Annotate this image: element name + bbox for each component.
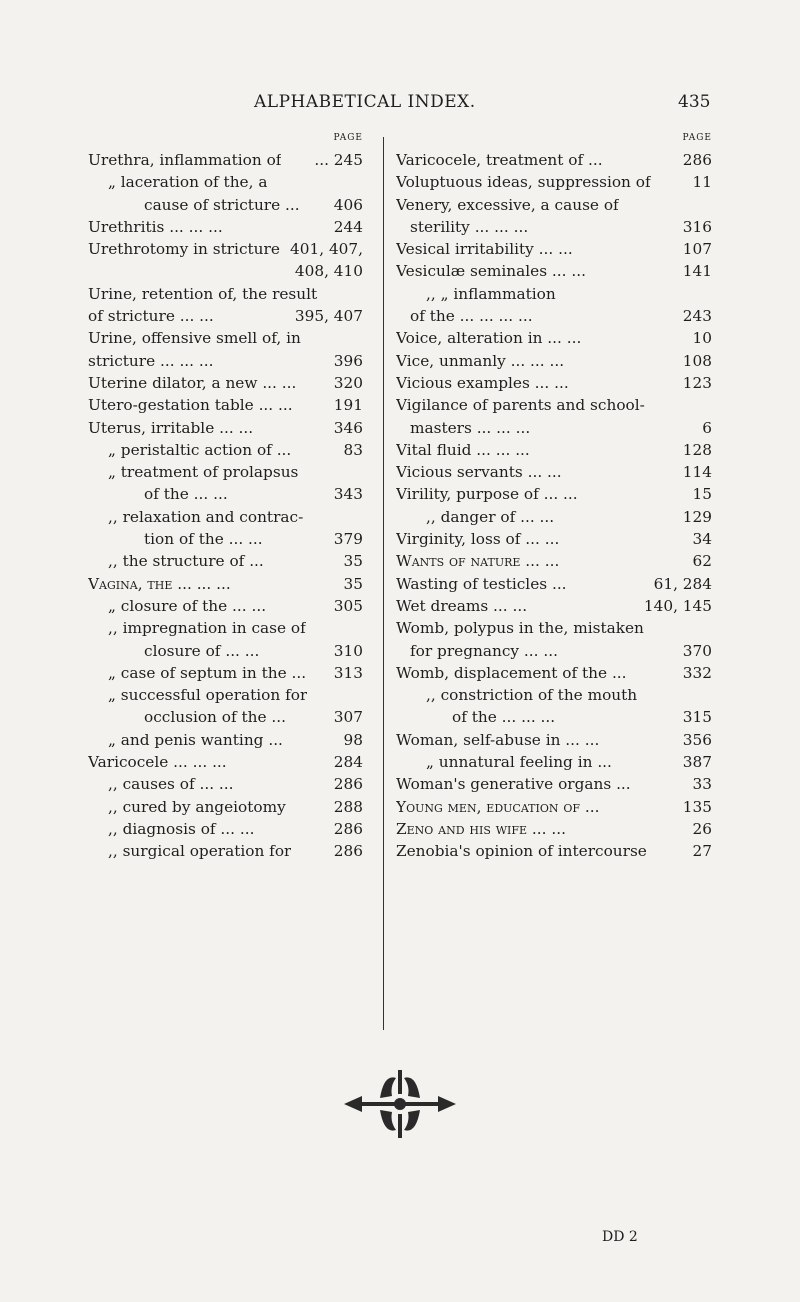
index-entry-page: 310: [333, 641, 363, 660]
index-entry: [396, 840, 712, 862]
index-entry-page: 107: [682, 240, 712, 259]
index-entry: [396, 461, 712, 483]
index-entry: [396, 238, 712, 260]
index-entry: [88, 684, 363, 706]
index-entry: [88, 796, 363, 818]
index-entry-text: ,, cured by angeiotomy: [108, 797, 286, 816]
index-entry: [396, 818, 712, 840]
index-entry-page: 315: [682, 708, 712, 727]
index-entry-text: „ peristaltic action of ...: [108, 440, 292, 459]
index-entry-text: ,, surgical operation for: [108, 842, 292, 861]
index-entry-text: of the ... ... ... ...: [410, 307, 533, 326]
index-entry: [88, 706, 363, 728]
index-entry-page: 11: [692, 173, 712, 192]
index-entry: [88, 238, 363, 260]
page-column-heading: PAGE: [682, 133, 712, 143]
index-entry-page: 83: [343, 440, 363, 459]
index-entry: [396, 773, 712, 795]
index-entry: [396, 439, 712, 461]
index-list-right: [396, 149, 712, 863]
index-entry-text: Vigilance of parents and school-: [396, 396, 645, 415]
index-entry-page: 284: [333, 753, 363, 772]
index-entry-page: 27: [692, 842, 712, 861]
index-entry-text: Vital fluid ... ... ...: [396, 440, 530, 459]
index-entry: [396, 372, 712, 394]
index-entry: [396, 751, 712, 773]
index-entry-text: „ treatment of prolapsus: [108, 463, 299, 482]
index-entry-text: of the ... ...: [144, 485, 228, 504]
index-entry-text: „ unnatural feeling in ...: [426, 753, 612, 772]
index-entry: [88, 840, 363, 862]
index-entry: [396, 617, 712, 639]
index-entry-text: Utero-gestation table ... ...: [88, 396, 293, 415]
index-entry-text: Vicious servants ... ...: [396, 463, 562, 482]
index-entry-page: 401, 407,: [290, 240, 363, 259]
index-entry-text: Womb, displacement of the ...: [396, 663, 627, 682]
index-entry: [396, 305, 712, 327]
index-entry-page: [357, 327, 363, 349]
index-entry-page: 307: [333, 708, 363, 727]
index-entry-text: Zenobia's opinion of intercourse: [396, 842, 647, 861]
index-entry-text: stricture ... ... ...: [88, 351, 214, 370]
index-entry-page: 286: [682, 151, 712, 169]
index-entry-page: 343: [333, 485, 363, 504]
index-entry-text: „ closure of the ... ...: [108, 596, 267, 615]
index-entry-text: of the ... ... ...: [452, 708, 556, 727]
index-entry: [88, 305, 363, 327]
index-entry: [396, 149, 712, 171]
index-entry: [88, 528, 363, 550]
index-entry: [88, 573, 363, 595]
index-entry-text: Vagina, the ... ... ...: [88, 574, 231, 593]
index-entry-page: [357, 617, 363, 639]
index-entry-text: Vice, unmanly ... ... ...: [396, 351, 565, 370]
index-entry-page: 288: [333, 797, 363, 816]
index-entry: [88, 617, 363, 639]
index-entry-text: Wet dreams ... ...: [396, 596, 528, 615]
index-entry-text: of stricture ... ...: [88, 307, 214, 326]
index-entry: [396, 550, 712, 572]
index-entry: [396, 283, 712, 305]
index-entry-text: Varicocele, treatment of ...: [396, 151, 603, 169]
index-entry-page: [706, 617, 712, 639]
index-entry-page: 33: [692, 775, 712, 794]
index-entry-page: 61, 284: [653, 574, 712, 593]
index-entry-page: ... 245: [314, 151, 363, 169]
index-entry-text: ,, causes of ... ...: [108, 775, 234, 794]
index-entry-page: 191: [333, 396, 363, 415]
index-entry-text: Uterus, irritable ... ...: [88, 418, 254, 437]
index-entry: [88, 171, 363, 193]
index-entry-text: Urine, offensive smell of, in: [88, 329, 301, 348]
index-entry-text: Womb, polypus in the, mistaken: [396, 619, 644, 638]
index-entry-page: 316: [682, 217, 712, 236]
index-entry-text: Urethritis ... ... ...: [88, 217, 223, 236]
index-entry: [396, 483, 712, 505]
index-entry-page: 128: [682, 440, 712, 459]
index-entry-page: 286: [333, 842, 363, 861]
index-entry: [396, 528, 712, 550]
index-entry-text: Urine, retention of, the result: [88, 284, 318, 303]
index-entry-text: cause of stricture ...: [144, 195, 300, 214]
index-entry-page: 129: [682, 507, 712, 526]
index-entry: [396, 350, 712, 372]
index-entry: [88, 149, 363, 171]
index-entry: [88, 394, 363, 416]
index-entry-text: for pregnancy ... ...: [410, 641, 558, 660]
index-entry: [88, 283, 363, 305]
index-entry-page: 123: [682, 373, 712, 392]
index-entry-page: 98: [343, 730, 363, 749]
index-entry-text: Virility, purpose of ... ...: [396, 485, 578, 504]
index-entry-page: [706, 394, 712, 416]
index-entry: [396, 171, 712, 193]
index-entry-page: 408, 410: [294, 262, 363, 281]
page-column-heading: PAGE: [333, 133, 363, 143]
index-entry: [88, 350, 363, 372]
index-entry-text: sterility ... ... ...: [410, 217, 529, 236]
index-entry: [396, 216, 712, 238]
index-entry-page: [706, 283, 712, 305]
index-entry: [88, 483, 363, 505]
index-entry: [88, 461, 363, 483]
index-entry-text: „ and penis wanting ...: [108, 730, 283, 749]
index-column-right: [396, 131, 712, 863]
index-entry-text: ,, impregnation in case of: [108, 619, 306, 638]
index-entry-page: 370: [682, 641, 712, 660]
index-entry-page: 305: [333, 596, 363, 615]
index-entry: [396, 729, 712, 751]
index-entry-text: ,, danger of ... ...: [426, 507, 555, 526]
index-entry-text: ,, the structure of ...: [108, 552, 264, 571]
index-entry-page: 320: [333, 373, 363, 392]
index-entry-page: 62: [692, 552, 712, 571]
index-entry-text: Vesiculæ seminales ... ...: [396, 262, 586, 281]
index-entry-page: [706, 684, 712, 706]
index-entry: [396, 327, 712, 349]
index-entry: [88, 216, 363, 238]
index-entry-page: 396: [333, 351, 363, 370]
index-entry-text: masters ... ... ...: [410, 418, 531, 437]
column-divider: [383, 137, 384, 1030]
index-entry-page: 35: [343, 574, 363, 593]
index-entry-text: closure of ... ...: [144, 641, 260, 660]
index-entry-text: „ successful operation for: [108, 686, 308, 705]
index-entry: [396, 796, 712, 818]
index-column-left: [88, 131, 363, 863]
index-entry-page: 346: [333, 418, 363, 437]
index-entry-text: Vicious examples ... ...: [396, 373, 569, 392]
index-entry-page: 140, 145: [643, 596, 712, 615]
index-entry-text: Voice, alteration in ... ...: [396, 329, 582, 348]
index-entry-page: [357, 684, 363, 706]
index-entry: [396, 706, 712, 728]
index-entry-text: ,, constriction of the mouth: [426, 686, 638, 705]
index-entry: [396, 194, 712, 216]
index-entry-page: 35: [343, 552, 363, 571]
index-entry-text: Young men, education of ...: [396, 797, 600, 816]
index-entry: [396, 573, 712, 595]
index-entry: [396, 640, 712, 662]
index-entry: [88, 372, 363, 394]
index-entry-page: 387: [682, 753, 712, 772]
index-entry-page: 108: [682, 351, 712, 370]
index-entry: [88, 751, 363, 773]
index-entry-page: 15: [692, 485, 712, 504]
index-entry-page: [357, 283, 363, 305]
index-entry: [88, 327, 363, 349]
index-entry: [88, 550, 363, 572]
index-entry: [88, 595, 363, 617]
index-entry: [88, 260, 363, 282]
index-entry: [396, 662, 712, 684]
index-entry-page: 141: [682, 262, 712, 281]
index-entry-text: Virginity, loss of ... ...: [396, 530, 560, 549]
index-entry: [88, 662, 363, 684]
index-entry-text: Uterine dilator, a new ... ...: [88, 373, 297, 392]
index-entry-text: Voluptuous ideas, suppression of: [396, 173, 651, 192]
index-entry-text: Urethrotomy in stricture: [88, 240, 280, 259]
index-entry-page: 286: [333, 775, 363, 794]
index-list-left: [88, 149, 363, 863]
index-entry-page: 243: [682, 307, 712, 326]
index-entry-text: Wasting of testicles ...: [396, 574, 567, 593]
index-entry: [88, 818, 363, 840]
index-entry-text: Woman, self-abuse in ... ...: [396, 730, 600, 749]
index-entry-text: Zeno and his wife ... ...: [396, 819, 566, 838]
index-entry: [396, 684, 712, 706]
index-entry: [396, 417, 712, 439]
index-entry: [396, 506, 712, 528]
index-entry-page: 26: [692, 819, 712, 838]
index-entry-page: 10: [692, 329, 712, 348]
index-entry-text: „ laceration of the, a: [108, 173, 268, 192]
index-entry-text: ,, relaxation and contrac-: [108, 507, 304, 526]
index-entry-page: [357, 171, 363, 193]
index-entry: [88, 773, 363, 795]
index-entry-page: 313: [333, 663, 363, 682]
index-entry: [88, 640, 363, 662]
index-entry-text: ,, diagnosis of ... ...: [108, 819, 255, 838]
index-entry-page: 286: [333, 819, 363, 838]
index-entry-text: Wants of nature ... ...: [396, 552, 560, 571]
page-number: 435: [678, 92, 711, 112]
index-entry: [396, 260, 712, 282]
index-entry: [88, 729, 363, 751]
index-entry: [88, 417, 363, 439]
signature-mark: DD 2: [602, 1229, 638, 1245]
index-entry: [88, 439, 363, 461]
index-entry-page: [357, 461, 363, 483]
index-entry-text: Urethra, inflammation of: [88, 151, 282, 169]
index-entry: [88, 506, 363, 528]
index-entry-page: [706, 194, 712, 216]
index-entry-text: Woman's generative organs ...: [396, 775, 631, 794]
index-entry-text: Venery, excessive, a cause of: [396, 195, 619, 214]
printers-ornament-icon: [340, 1068, 460, 1140]
index-entry-text: Vesical irritability ... ...: [396, 240, 573, 259]
index-entry-text: Varicocele ... ... ...: [88, 753, 227, 772]
index-entry-page: [357, 506, 363, 528]
index-entry: [88, 194, 363, 216]
index-entry-text: occlusion of the ...: [144, 708, 286, 727]
index-entry-page: 395, 407: [294, 307, 363, 326]
index-entry: [396, 394, 712, 416]
index-entry-page: 6: [702, 418, 712, 437]
index-entry-page: 34: [692, 530, 712, 549]
index-entry-page: 332: [682, 663, 712, 682]
index-entry-page: 114: [682, 463, 712, 482]
index-entry-text: ,, „ inflammation: [426, 284, 556, 303]
index-entry-text: „ case of septum in the ...: [108, 663, 307, 682]
page-title: ALPHABETICAL INDEX.: [254, 92, 476, 112]
index-entry: [396, 595, 712, 617]
index-entry-page: 356: [682, 730, 712, 749]
index-entry-page: 379: [333, 530, 363, 549]
index-entry-page: 244: [333, 217, 363, 236]
index-entry-page: 406: [333, 195, 363, 214]
index-entry-text: tion of the ... ...: [144, 530, 263, 549]
index-entry-page: 135: [682, 797, 712, 816]
